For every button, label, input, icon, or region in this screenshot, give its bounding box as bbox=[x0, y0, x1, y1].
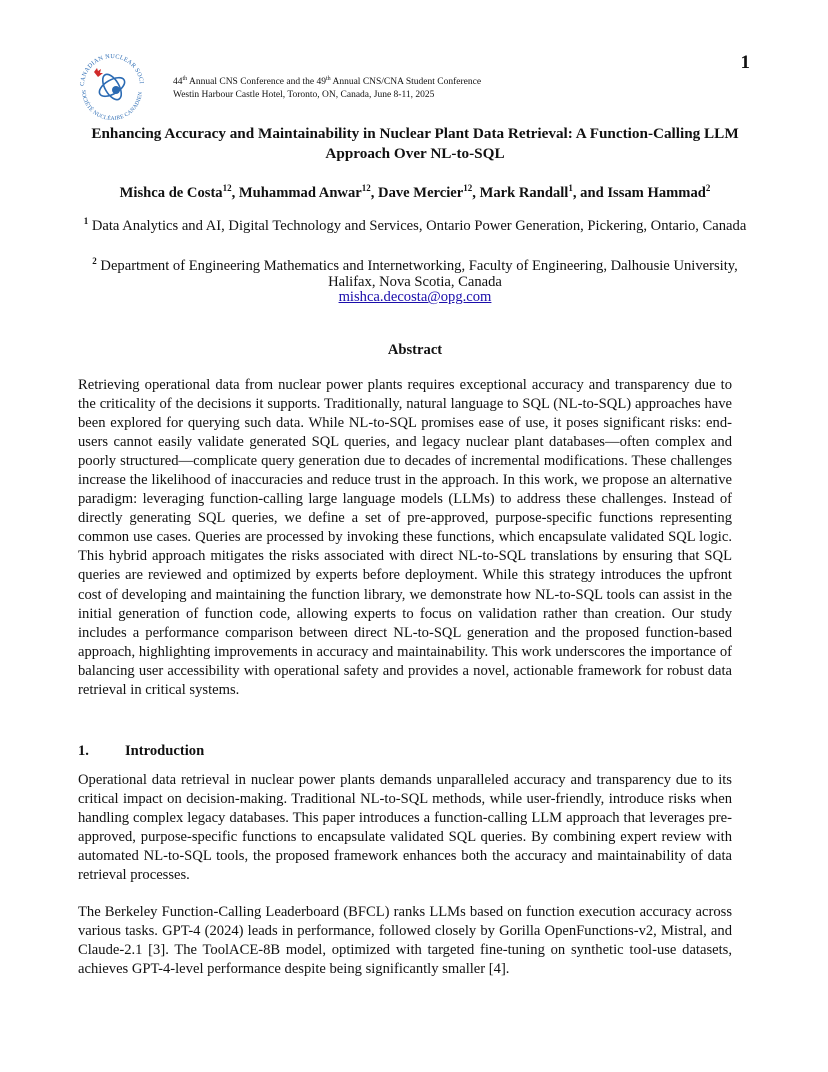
paper-title: Enhancing Accuracy and Maintainability in Nuclear Plant Data Retrieval: A Function-Calling LLM Approach Over NL-to-SQL bbox=[91, 125, 739, 162]
author-name: Issam Hammad bbox=[607, 184, 706, 201]
section-number: 1. bbox=[78, 743, 89, 759]
conference-header bbox=[173, 73, 481, 102]
intro-paragraph-1: Operational data retrieval in nuclear power plants demands unparalleled accuracy and transparency due to its critical impact on decision-making. Traditional NL-to-SQL methods, while user-friendly, introduce risks when handling complex legacy databases. This paper introduces a function-calling LLM approach that leverages pre-approved, purpose-specific functions to encapsulate validated SQL queries. By combining expert review with automated NL-to-SQL tools, the proposed framework enhances both the accuracy and maintainability of data retrieval processes. bbox=[78, 772, 732, 884]
cns-logo bbox=[72, 46, 152, 126]
email-link[interactable]: mishca.decosta@opg.com bbox=[338, 289, 492, 305]
affiliation-1: $^1$ Data Analytics and AI, Digital Technology and Services, Ontario Power Generation, Pickering, Ontario, Canada bbox=[83, 216, 747, 234]
author-name: Muhammad Anwar bbox=[238, 184, 362, 201]
logo-text-top: CANADIAN NUCLEAR SOCI bbox=[78, 52, 145, 87]
author-name: Mark Randall bbox=[479, 184, 569, 201]
conference-line-2: Westin Harbour Castle Hotel, Toronto, ON, Canada, June 8-11, 2025 bbox=[173, 90, 435, 101]
conference-line-1: 44th Annual CNS Conference and the 49th Annual CNS/CNA Student Conference bbox=[173, 76, 482, 88]
logo-text-bottom: SOCIÉTÉ NUCLÉAIRE CANADIEN bbox=[79, 89, 144, 123]
page-number: 1 bbox=[740, 52, 750, 73]
section-title: Introduction bbox=[125, 743, 205, 759]
intro-paragraph-2: The Berkeley Function-Calling Leaderboard (BFCL) ranks LLMs based on function execution accuracy across various tasks. GPT-4 (2024) leads in performance, followed closely by Gorilla OpenFunctions-v2, Mistral, and Claude-2.1 [3]. The ToolACE-8B model, optimized with targeted fine-tuning on synthetic tool-use datasets, achieves GPT-4-level performance despite being significantly smaller [4]. bbox=[78, 904, 732, 978]
section-heading bbox=[78, 743, 204, 760]
author-name: Mishca de Costa bbox=[119, 184, 223, 201]
affiliation-2: $^2$ Department of Engineering Mathematics and Internetworking, Faculty of Engineering, Dalhousie University, Halifax, Nova Scotia, Canada bbox=[92, 256, 738, 290]
author-name: Dave Mercier bbox=[378, 184, 464, 201]
email-line bbox=[80, 289, 750, 306]
abstract-text: Retrieving operational data from nuclear power plants requires exceptional accuracy and transparency due to the criticality of the decisions it supports. Traditionally, natural language to SQL (NL-to-SQL) approaches have been explored for querying such data. While NL-to-SQL promises ease of use, it poses significant risks: end-users cannot easily validate generated SQL queries, and legacy nuclear plant databases—often complex and poorly structured—complicate query generation due to decades of incremental modifications. These challenges increase the likelihood of inaccuracies and reduce trust in the approach. In this work, we propose an alternative paradigm: leveraging function-calling large language models (LLMs) to address these challenges. Instead of directly generating SQL queries, we define a set of pre-approved, purpose-specific functions representing common use cases. Queries are processed by invoking these functions, which encapsulate validated SQL logic. This hybrid approach mitigates the risks associated with direct NL-to-SQL translations by ensuring that SQL queries are reviewed and optimized by experts before deployment. While this strategy introduces the upfront cost of developing and maintaining the function library, we demonstrate how NL-to-SQL tools can assist in the initial generation of function code, allowing experts to focus on validation rather than creation. Our study includes a performance comparison between direct NL-to-SQL generation and the proposed function-based approach, highlighting improvements in accuracy and maintainability. This work underscores the importance of balancing user accessibility with operational safety and provides a novel, actionable framework for robust data retrieval in critical systems. bbox=[78, 377, 732, 698]
author-list: Mishca de Costa$^{12}$, Muhammad Anwar$^{12}$, Dave Mercier$^{12}$, Mark Randall$^1$, and Issam Hammad$^2$ bbox=[119, 183, 711, 201]
abstract-heading: Abstract bbox=[387, 342, 443, 358]
